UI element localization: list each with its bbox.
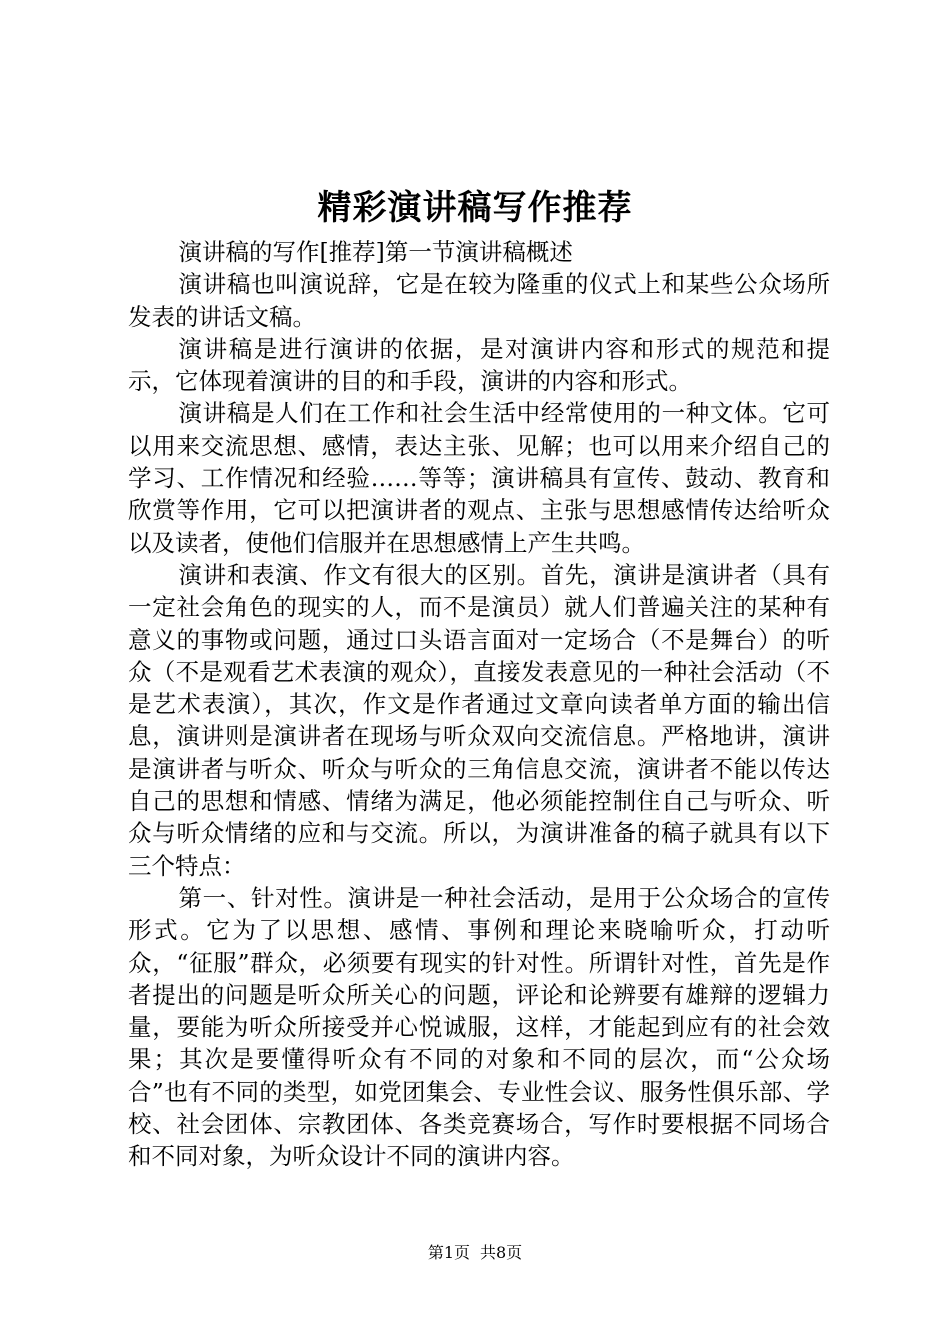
page-number: 第1页: [427, 1243, 470, 1262]
paragraph-subtitle: 演讲稿的写作[推荐]第一节演讲稿概述: [178, 238, 573, 266]
paragraph-basis: 演讲稿是进行演讲的依据，是对演讲内容和形式的规范和提示，它体现着演讲的目的和手段，演讲的内容和形式。: [128, 334, 830, 396]
page-footer: [0, 1242, 950, 1264]
paragraph-difference: 演讲和表演、作文有很大的区别。首先，演讲是演讲者（具有一定社会角色的现实的人，而不是演员）就人们普遍关注的某种有意义的事物或问题，通过口头语言面对一定场合（不是舞台）的听众（不是观看艺术表演的观众），直接发表意见的一种社会活动（不是艺术表演），其次，作文是作者通过文章向读者单方面的输出信息，演讲则是演讲者在现场与听众双向交流信息。严格地讲，演讲是演讲者与听众、听众与听众的三角信息交流，演讲者不能以传达自己的思想和情感、情绪为满足，他必须能控制住自己与听众、听众与听众情绪的应和与交流。所以，为演讲准备的稿子就具有以下三个特点：: [128, 560, 830, 880]
document-title: 精彩演讲稿写作推荐: [317, 188, 633, 228]
paragraph-pertinence: 第一、针对性。演讲是一种社会活动，是用于公众场合的宣传形式。它为了以思想、感情、事例和理论来晓喻听众，打动听众，“征服”群众，必须要有现实的针对性。所谓针对性，首先是作者提出的问题是听众所关心的问题，评论和论辨要有雄辩的逻辑力量，要能为听众所接受并心悦诚服，这样，才能起到应有的社会效果；其次是要懂得听众有不同的对象和不同的层次，而“公众场合”也有不同的类型，如党团集会、专业性会议、服务性俱乐部、学校、社会团体、宗教团体、各类竞赛场合，写作时要根据不同场合和不同对象，为听众设计不同的演讲内容。: [128, 883, 830, 1171]
document-body: [128, 236, 830, 1173]
paragraph-usage: 演讲稿是人们在工作和社会生活中经常使用的一种文体。它可以用来交流思想、感情，表达主张、见解；也可以用来介绍自己的学习、工作情况和经验……等等；演讲稿具有宣传、鼓动、教育和欣赏等作用，它可以把演讲者的观点、主张与思想感情传达给听众以及读者，使他们信服并在思想感情上产生共鸣。: [128, 399, 830, 557]
page-total: 共8页: [480, 1243, 523, 1262]
paragraph-definition: 演讲稿也叫演说辞，它是在较为隆重的仪式上和某些公众场所发表的讲话文稿。: [128, 270, 830, 331]
